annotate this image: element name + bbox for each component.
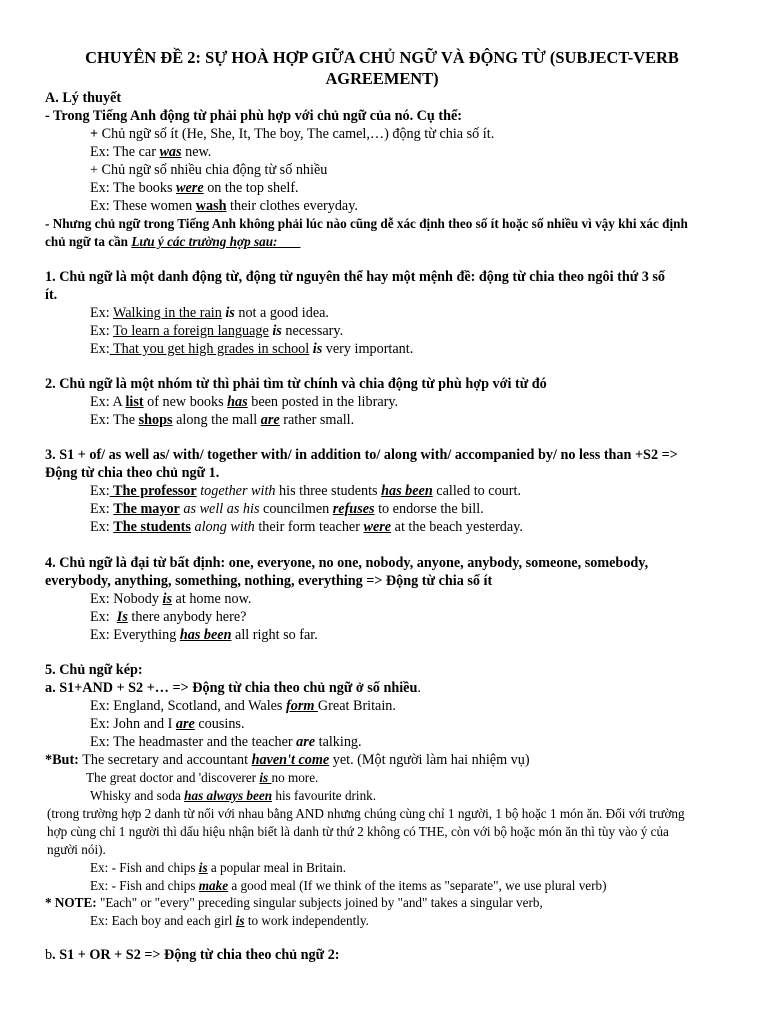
note-line [45,894,543,912]
verb-highlight: were [363,519,392,535]
singular-rule-text: Chủ ngữ số ít (He, She, It, The boy, The camel,…) động từ chia số ít. [98,126,495,142]
subject-highlight: The professor [109,483,197,499]
example-text: Ex: The books [90,180,177,196]
theory-example-3 [90,197,358,215]
section-4-example-2 [90,608,246,626]
section-5a-example-2 [90,715,244,733]
verb-highlight: make [198,878,229,893]
example-text: no more. [271,770,319,785]
example-text: called to court. [432,483,521,499]
verb-highlight: has [227,394,248,410]
section-4-heading-line-1: 4. Chủ ngữ là đại từ bất định: one, everyone, no one, nobody, anyone, anybody, someone, somebody, [45,555,649,571]
section-5a-example-3 [90,733,362,751]
example-text: talking. [315,734,362,750]
section-4-heading-line-2: everybody, anything, something, nothing, everything => Động từ chia số ít [45,573,493,589]
section-3-heading-line-2: Động từ chia theo chủ ngữ 1. [45,465,220,481]
verb-highlight: has been [381,483,433,499]
verb-highlight: is [235,913,245,928]
example-text: Ex: The car [90,144,160,160]
fish-example-2 [90,877,607,895]
but-exception-line [45,751,530,769]
section-3-example-2 [90,500,484,518]
explanation-paragraph-line-3: người nói). [47,842,106,857]
subject-highlight: Walking in the rain [113,305,222,321]
document-title-line-2: AGREEMENT) [325,69,439,88]
example-text: new. [181,144,212,160]
example-text: Ex: The headmaster and the teacher [90,734,297,750]
section-1-example-3 [90,340,413,358]
plural-rule: + Chủ ngữ số nhiều chia động từ số nhiều [90,162,328,178]
example-text: Ex: [90,341,110,357]
theory-intro: - Trong Tiếng Anh động từ phải phù hợp với chủ ngữ của nó. Cụ thể: [45,108,462,124]
verb-highlight: form [286,698,318,714]
document-title-line-1: CHUYÊN ĐỀ 2: SỰ HOÀ HỢP GIỮA CHỦ NGỮ VÀ ĐỘNG TỪ (SUBJECT-VERB [85,48,679,67]
head-noun-highlight: shops [138,412,173,428]
connector-highlight: as well as his [183,501,260,517]
example-text: Ex: [90,305,113,321]
example-text: Ex: John and I [90,716,176,732]
each-example [90,912,369,930]
example-text: Ex: - Fish and chips [90,878,199,893]
section-1-example-2 [90,322,343,340]
verb-highlight: is [198,860,208,875]
subject-highlight: To learn a foreign language [113,323,269,339]
example-text: of new books [143,394,228,410]
section-4-example-1 [90,590,251,608]
note-emphasis: Lưu ý các trường hợp sau: [131,234,278,249]
example-text: at home now. [171,591,252,607]
example-text: been posted in the library. [247,394,399,410]
example-text: Ex: [90,609,117,625]
verb-highlight: are [260,412,280,428]
section-1-heading-line-2: ít. [45,287,58,303]
subject-highlight: That you get high grades in school [109,341,310,357]
example-text: cousins. [194,716,245,732]
subsection-heading-text: . S1 + OR + S2 => Động từ chia theo chủ ngữ 2: [52,947,340,963]
section-3-example-1 [90,482,521,500]
connector-highlight: together with [200,483,276,499]
section-2-heading: 2. Chủ ngữ là một nhóm từ thì phải tìm từ chính và chia động từ phù hợp với từ đó [45,376,547,392]
example-text: Great Britain. [317,698,396,714]
verb-highlight: has always been [184,788,273,803]
verb-highlight: is [225,305,235,321]
section-5b-heading [45,946,340,964]
period: . [417,680,421,696]
section-1-heading-line-1: 1. Chủ ngữ là một danh động từ, động từ nguyên thể hay một mệnh đề: động từ chia theo ngôi thứ 3 số [45,269,666,285]
but-label: *But: [45,752,79,768]
example-text: Ex: [90,483,110,499]
example-text: Ex: England, Scotland, and Wales [90,698,286,714]
example-text: Ex: [90,501,114,517]
example-text: Ex: [90,519,114,535]
example-text: their form teacher [254,519,364,535]
section-5-heading: 5. Chủ ngữ kép: [45,662,143,678]
theory-example-2 [90,179,299,197]
plus-sign: + [90,126,99,142]
theory-note-line-2 [45,233,301,251]
example-text: there anybody here? [127,609,247,625]
example-text: along the mall [172,412,261,428]
verb-highlight: is [162,591,172,607]
section-a-heading: A. Lý thuyết [45,90,122,106]
example-text: Ex: The [90,412,139,428]
verb-highlight: is [312,341,323,357]
verb-highlight: haven't come [251,752,330,768]
section-2-example-1 [90,393,398,411]
subject-highlight: The mayor [113,501,180,517]
head-noun-highlight: list [125,394,144,410]
but-example-2 [90,787,376,805]
subject-highlight: The students [113,519,191,535]
note-text: chủ ngữ ta cần [45,234,132,249]
example-text: Ex: Everything [90,627,180,643]
example-text: Ex: A [90,394,126,410]
example-text: Ex: [90,323,113,339]
example-text: a popular meal in Britain. [207,860,347,875]
verb-highlight: is [272,323,282,339]
theory-note-line-1: - Nhưng chủ ngữ trong Tiếng Anh không phải lúc nào cũng dễ xác định theo số ít hoặc số nhiều vì vậy khi xác định [45,216,688,231]
example-text: The secretary and accountant [78,752,252,768]
verb-highlight: is [259,770,272,785]
section-3-heading-line-1: 3. S1 + of/ as well as/ with/ together with/ in addition to/ along with/ accompanied by/ no less than +S2 => [45,447,678,463]
section-5a-heading [45,679,421,697]
example-text: very important. [322,341,414,357]
example-text: rather small. [279,412,355,428]
example-text: at the beach yesterday. [391,519,523,535]
fish-example-1 [90,859,346,877]
example-text: necessary. [281,323,344,339]
note-label: * NOTE: [45,895,97,910]
example-text: Ex: These women [90,198,196,214]
example-text: their clothes everyday. [226,198,358,214]
section-5a-example-1 [90,697,396,715]
verb-highlight: are [296,734,316,750]
example-text: all right so far. [231,627,318,643]
theory-example-1 [90,143,211,161]
example-text: The great doctor and 'discoverer [86,770,260,785]
example-text: not a good idea. [234,305,329,321]
section-4-example-3 [90,626,318,644]
but-example-1 [86,769,318,787]
underline-filler [277,234,300,249]
verb-highlight: has been [179,627,232,643]
section-3-example-3 [90,518,523,536]
section-1-example-1 [90,304,329,322]
example-text: his favourite drink. [272,788,377,803]
verb-highlight: Is [116,609,128,625]
example-text: to endorse the bill. [374,501,484,517]
example-text: on the top shelf. [203,180,299,196]
singular-rule [90,125,494,143]
subsection-heading-text: a. S1+AND + S2 +… => Động từ chia theo chủ ngữ ở số nhiều [45,680,418,696]
example-text: councilmen [259,501,333,517]
connector-highlight: along with [194,519,255,535]
example-text: yet. (Một người làm hai nhiệm vụ) [329,752,530,768]
example-text: Ex: Each boy and each girl [90,913,236,928]
verb-highlight: are [175,716,195,732]
subsection-letter: b [45,947,53,963]
verb-highlight: was [159,144,182,160]
example-text: Ex: Nobody [90,591,163,607]
explanation-paragraph-line-1: (trong trường hợp 2 danh từ nối với nhau bằng AND nhưng chúng cùng chỉ 1 người, 1 bộ hoặc 1 món ăn. Đối với trường [47,806,685,821]
example-text: Ex: - Fish and chips [90,860,199,875]
example-text: his three students [275,483,382,499]
verb-highlight: wash [195,198,227,214]
verb-highlight: refuses [332,501,375,517]
note-text: "Each" or "every" preceding singular subjects joined by "and" takes a singular verb, [96,895,543,910]
verb-highlight: were [176,180,204,196]
explanation-paragraph-line-2: hợp cùng chỉ 1 người thì dấu hiệu nhận biết là danh từ thứ 2 không có THE, còn với bộ hoặc món ăn thì tùy vào ý của [47,824,669,839]
section-2-example-2 [90,411,354,429]
example-text: Whisky and soda [90,788,185,803]
example-text: to work independently. [244,913,369,928]
example-text: a good meal (If we think of the items as "separate", we use plural verb) [228,878,607,893]
